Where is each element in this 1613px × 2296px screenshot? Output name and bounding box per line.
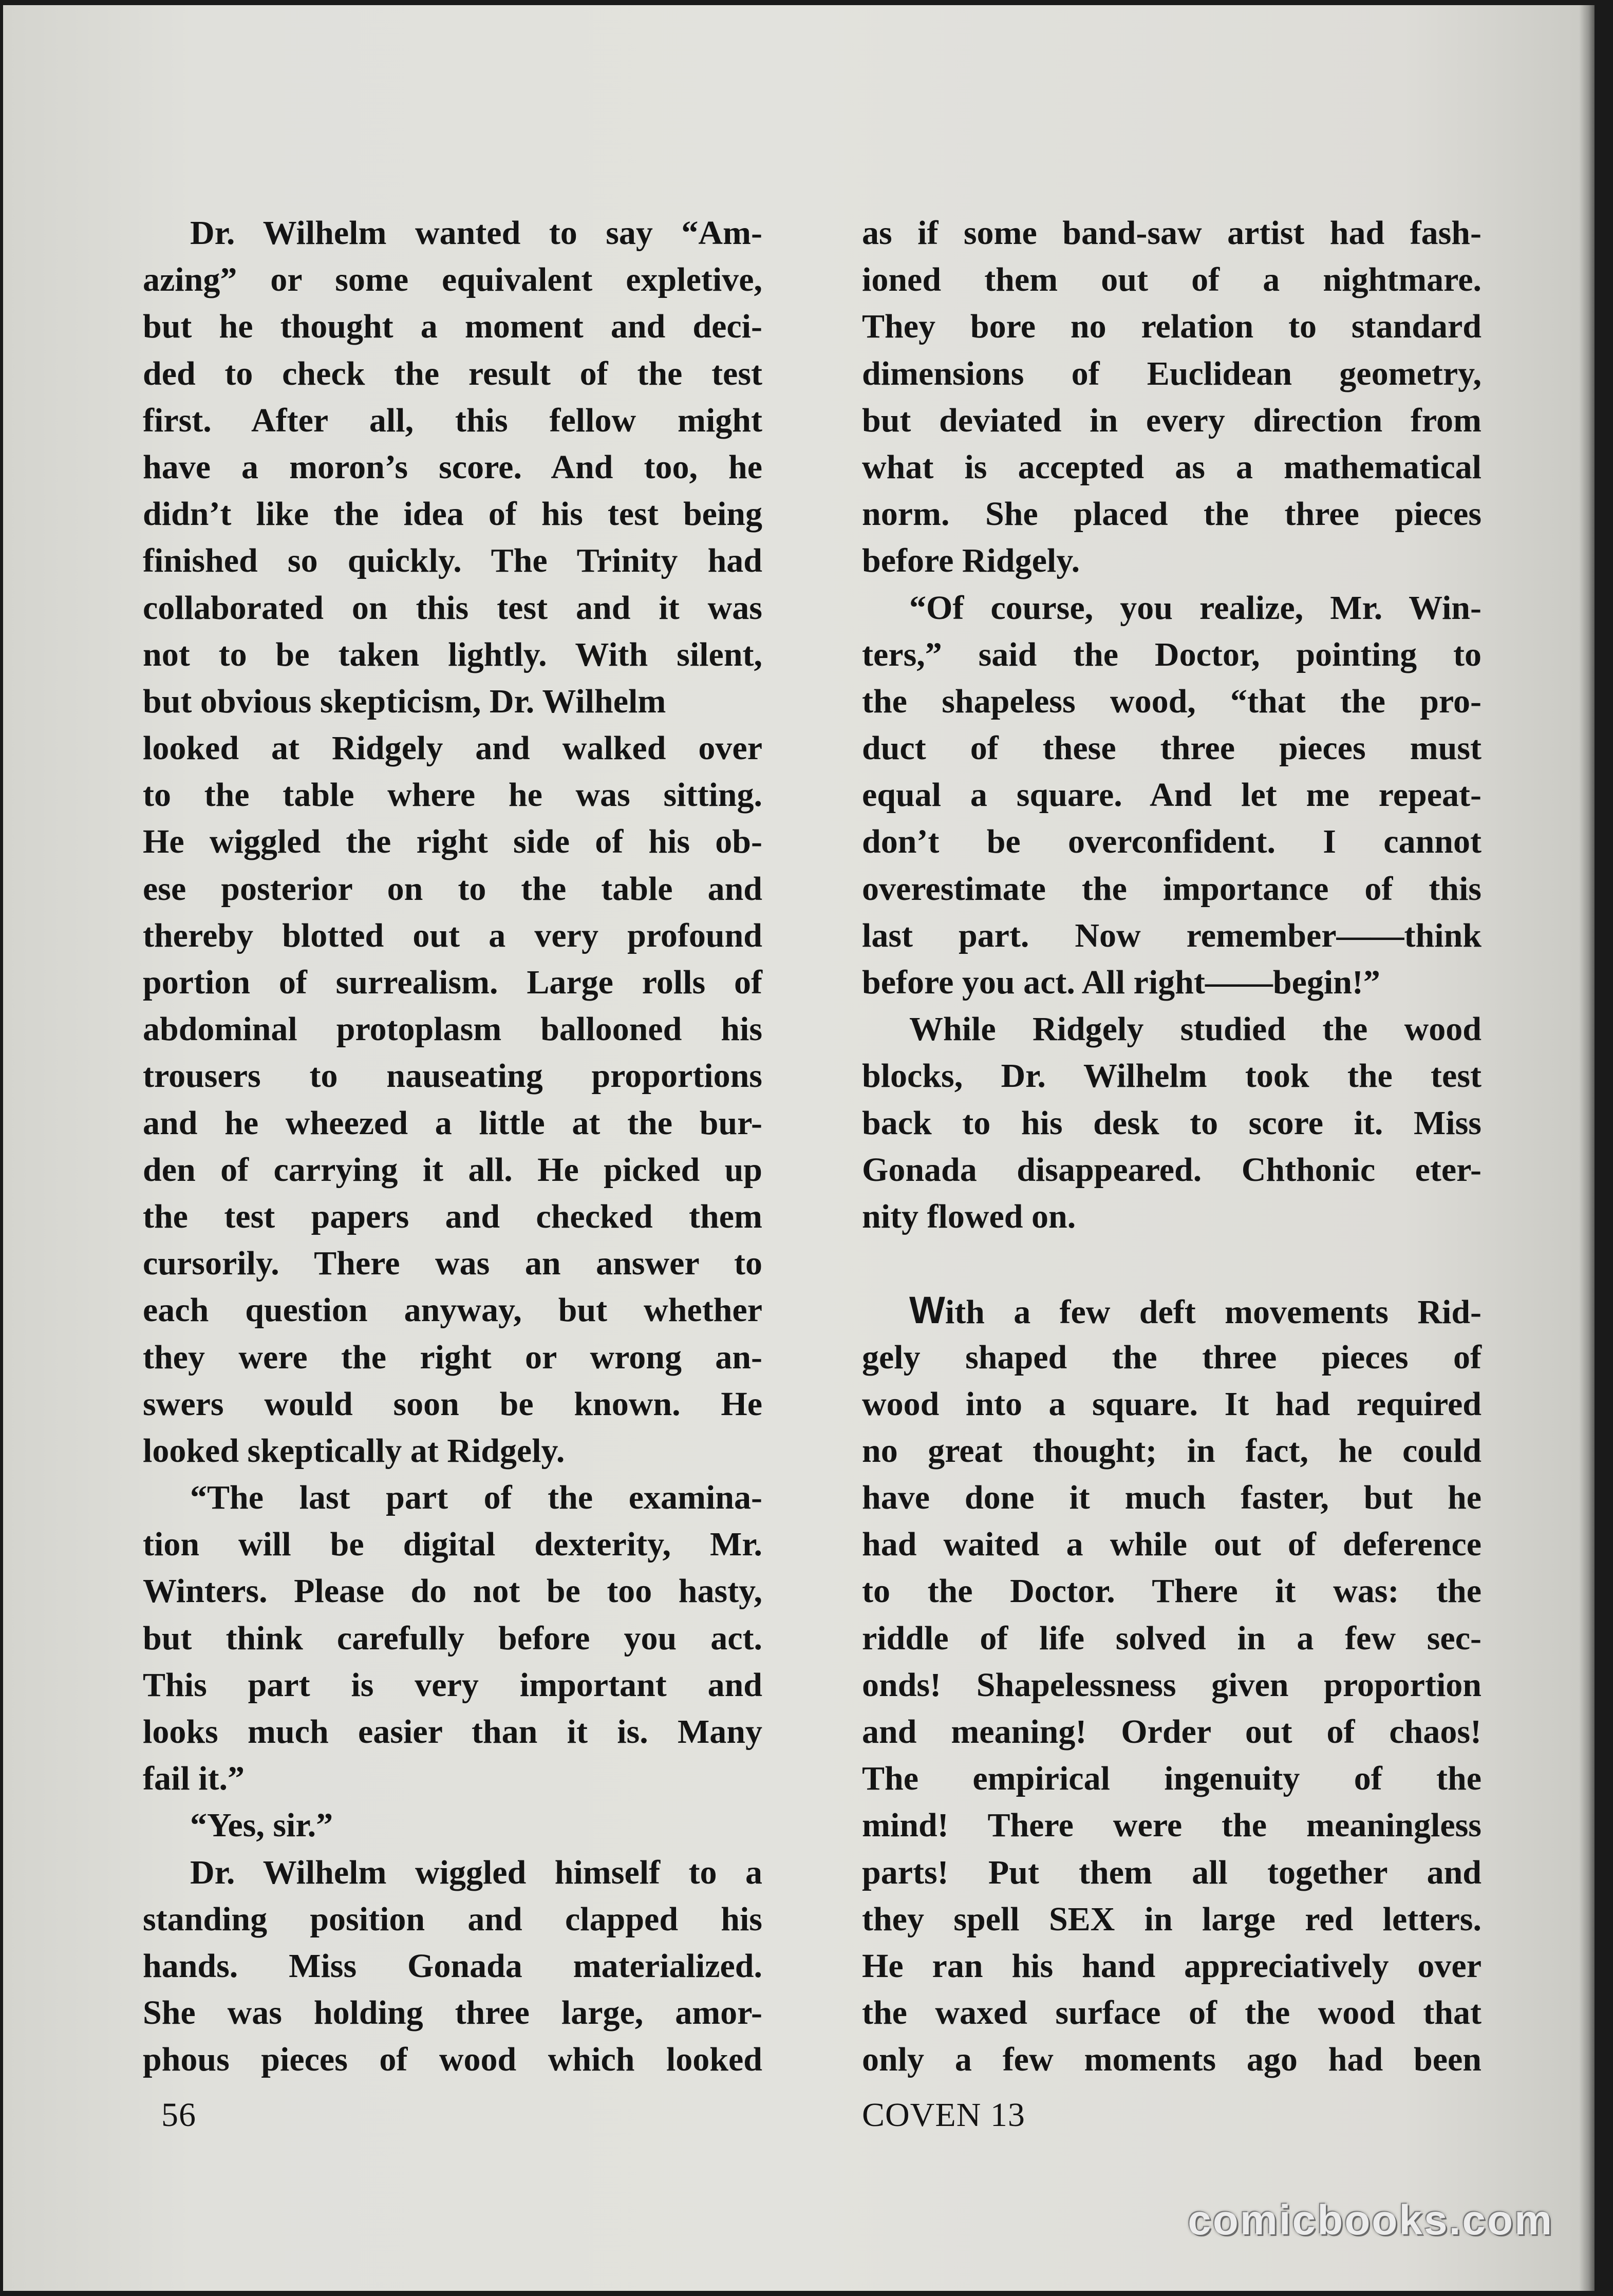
- text-line: ters,” said the Doctor, pointing to: [862, 635, 1481, 673]
- text-line: abdominal protoplasm ballooned his: [143, 1010, 762, 1048]
- text-line: first. After all, this fellow might: [143, 401, 762, 439]
- text-line: “The last part of the examina-: [190, 1479, 762, 1517]
- text-line: to the table where he was sitting.: [143, 776, 762, 814]
- text-line: equal a square. And let me repeat-: [862, 776, 1481, 814]
- text-line: finished so quickly. The Trinity had: [143, 542, 762, 580]
- text-line: Gonada disappeared. Chthonic eter-: [862, 1151, 1481, 1189]
- text-line: each question anyway, but whether: [143, 1291, 762, 1329]
- book-page: [3, 5, 1595, 2291]
- text-line: She was holding three large, amor-: [143, 1994, 762, 2032]
- text-line: no great thought; in fact, he could: [862, 1432, 1481, 1470]
- text-line: not to be taken lightly. With silent,: [143, 635, 762, 673]
- text-line: portion of surrealism. Large rolls of: [143, 964, 762, 1001]
- text-line: phous pieces of wood which looked: [143, 2041, 762, 2079]
- text-line: last part. Now remember——think: [862, 916, 1481, 954]
- text-line: Dr. Wilhelm wiggled himself to a: [190, 1853, 762, 1891]
- page-spine-shadow: [1579, 5, 1595, 2291]
- text-line: looked skeptically at Ridgely.: [143, 1432, 565, 1470]
- text-line: before you act. All right——begin!”: [862, 964, 1380, 1001]
- text-line: to the Doctor. There it was: the: [862, 1572, 1481, 1610]
- text-line: Winters. Please do not be too hasty,: [143, 1572, 762, 1610]
- text-line: hands. Miss Gonada materialized.: [143, 1947, 762, 1985]
- text-line: parts! Put them all together and: [862, 1853, 1481, 1891]
- text-line: and meaning! Order out of chaos!: [862, 1713, 1481, 1751]
- text-line: have done it much faster, but he: [862, 1479, 1481, 1517]
- text-line: looks much easier than it is. Many: [143, 1713, 762, 1751]
- text-line: looked at Ridgely and walked over: [143, 729, 762, 767]
- page-number: 56: [161, 2096, 196, 2134]
- text-line: and he wheezed a little at the bur-: [143, 1104, 762, 1142]
- text-line: cursorily. There was an answer to: [143, 1245, 762, 1283]
- text-line: While Ridgely studied the wood: [909, 1010, 1481, 1048]
- text-line: riddle of life solved in a few sec-: [862, 1619, 1481, 1657]
- text-line: but deviated in every direction from: [862, 401, 1481, 439]
- text-line: the test papers and checked them: [143, 1197, 762, 1235]
- text-line: didn’t like the idea of his test being: [143, 495, 762, 533]
- text-line: have a moron’s score. And too, he: [143, 448, 762, 486]
- text-line: but obvious skepticism, Dr. Wilhelm: [143, 682, 666, 720]
- text-line: the shapeless wood, “that the pro-: [862, 682, 1481, 720]
- left-text-column: [143, 210, 762, 2083]
- text-line: but he thought a moment and deci-: [143, 308, 762, 346]
- text-line: but think carefully before you act.: [143, 1619, 762, 1657]
- text-line: blocks, Dr. Wilhelm took the test: [862, 1057, 1481, 1095]
- text-line: swers would soon be known. He: [143, 1385, 762, 1423]
- text-line: ded to check the result of the test: [143, 354, 762, 392]
- text-line: overestimate the importance of this: [862, 870, 1481, 908]
- text-line: they were the right or wrong an-: [143, 1338, 762, 1376]
- text-line: they spell SEX in large red letters.: [862, 1900, 1481, 1938]
- right-text-column: [862, 210, 1481, 2083]
- text-line: onds! Shapelessness given proportion: [862, 1666, 1481, 1704]
- text-line: He ran his hand appreciatively over: [862, 1947, 1481, 1985]
- text-line: duct of these three pieces must: [862, 729, 1481, 767]
- text-line: den of carrying it all. He picked up: [143, 1151, 762, 1189]
- text-line: He wiggled the right side of his ob-: [143, 823, 762, 861]
- text-line: “Of course, you realize, Mr. Win-: [909, 589, 1481, 627]
- text-line: They bore no relation to standard: [862, 308, 1481, 346]
- text-line: had waited a while out of deference: [862, 1526, 1481, 1564]
- watermark-logo: comicbooks.com: [1188, 2197, 1553, 2244]
- text-line: With a few deft movements Rid-: [909, 1289, 1481, 1332]
- text-line: the waxed surface of the wood that: [862, 1994, 1481, 2032]
- text-line: nity flowed on.: [862, 1197, 1076, 1235]
- publication-title: COVEN 13: [862, 2096, 1025, 2134]
- text-line: what is accepted as a mathematical: [862, 448, 1481, 486]
- text-line: trousers to nauseating proportions: [143, 1057, 762, 1095]
- paragraph-gap: [862, 1240, 1481, 1287]
- text-line: “Yes, sir.”: [190, 1806, 333, 1845]
- text-line: mind! There were the meaningless: [862, 1806, 1481, 1845]
- text-line: azing” or some equivalent expletive,: [143, 261, 762, 299]
- text-line: collaborated on this test and it was: [143, 589, 762, 627]
- text-line: gely shaped the three pieces of: [862, 1338, 1481, 1376]
- text-line: This part is very important and: [143, 1666, 762, 1704]
- text-line: ese posterior on to the table and: [143, 870, 762, 908]
- text-line: thereby blotted out a very profound: [143, 916, 762, 954]
- text-line: Dr. Wilhelm wanted to say “Am-: [190, 214, 762, 252]
- text-line: only a few moments ago had been: [862, 2041, 1481, 2079]
- text-line: before Ridgely.: [862, 542, 1080, 580]
- text-line: dimensions of Euclidean geometry,: [862, 354, 1481, 392]
- text-line: standing position and clapped his: [143, 1900, 762, 1938]
- text-line: tion will be digital dexterity, Mr.: [143, 1526, 762, 1564]
- text-line: fail it.”: [143, 1760, 245, 1798]
- text-line: ioned them out of a nightmare.: [862, 261, 1481, 299]
- text-line: as if some band-saw artist had fash-: [862, 214, 1481, 252]
- text-line: back to his desk to score it. Miss: [862, 1104, 1481, 1142]
- text-line: wood into a square. It had required: [862, 1385, 1481, 1423]
- text-line: The empirical ingenuity of the: [862, 1760, 1481, 1798]
- text-line: norm. She placed the three pieces: [862, 495, 1481, 533]
- text-line: don’t be overconfident. I cannot: [862, 823, 1481, 861]
